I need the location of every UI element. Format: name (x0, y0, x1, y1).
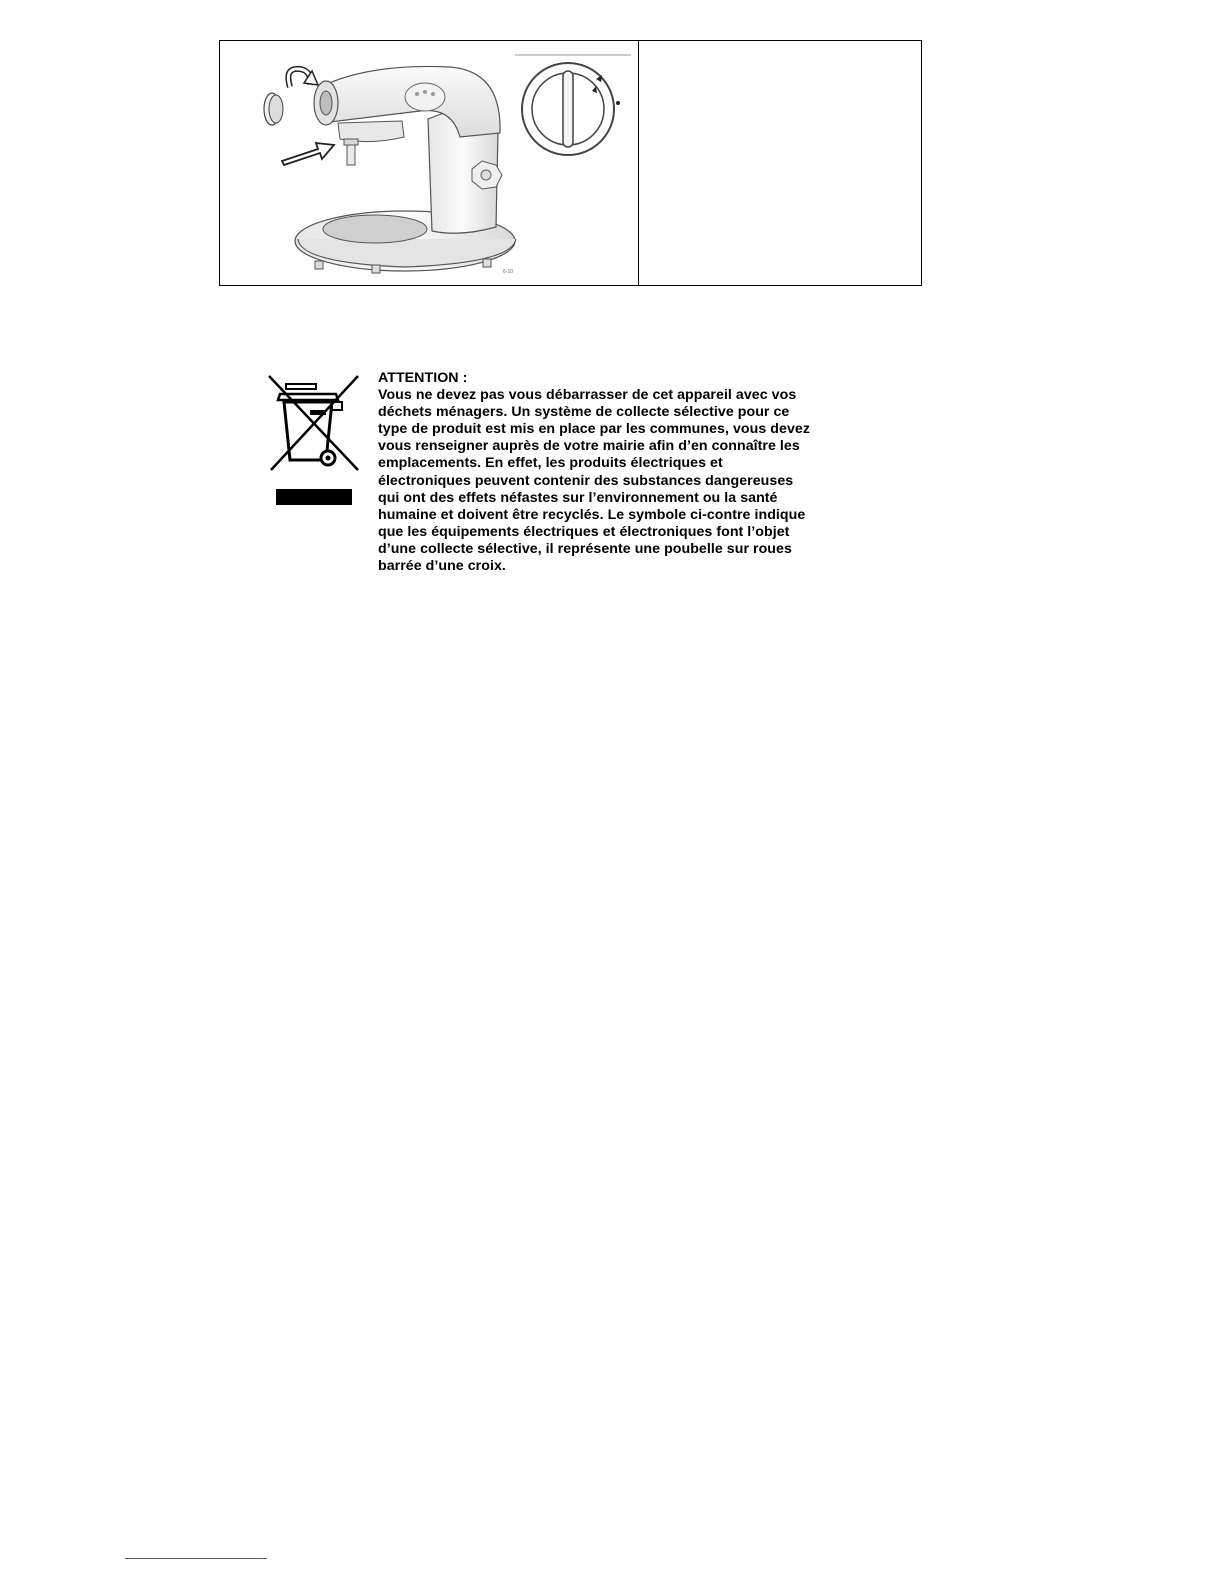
notice-line: d’une collecte sélective, il représente une poubelle sur roues (378, 540, 792, 557)
insert-arrow-icon (282, 143, 334, 165)
attachment-hub (338, 121, 404, 165)
notice-line: électroniques peuvent contenir des substances dangereuses (378, 472, 794, 489)
rotate-arrow-icon (288, 69, 318, 87)
notice-line: Vous ne devez pas vous débarrasser de cet appareil avec vos (378, 387, 797, 404)
small-mark: 6-10 (503, 269, 514, 275)
notice-line: déchets ménagers. Un système de collecte sélective pour ce (378, 404, 790, 421)
notice-line: type de produit est mis en place par les communes, vous devez (378, 421, 810, 438)
illustration-cell (220, 41, 639, 285)
crossed-out-wheelie-bin-icon (266, 372, 366, 512)
notice-line: qui ont des effets néfastes sur l’environnement ou la santé (378, 489, 778, 506)
notice-text (378, 370, 878, 575)
notice-line: emplacements. En effet, les produits électriques et (378, 455, 723, 472)
notice-line: que les équipements électriques et électroniques font l’objet (378, 523, 790, 540)
notice-line: barrée d’une croix. (378, 558, 506, 575)
speed-dial-illustration (515, 55, 631, 155)
notice-line: humaine et doivent être recyclés. Le symbole ci-contre indique (378, 506, 806, 523)
weee-notice (266, 370, 886, 580)
notice-line: vous renseigner auprès de votre mairie afin d’en connaître les (378, 438, 800, 455)
removed-cap (264, 93, 283, 125)
notice-title: ATTENTION : (378, 370, 468, 386)
footnote-separator (125, 1558, 267, 1559)
illustration-table (219, 40, 922, 286)
empty-cell (639, 41, 921, 285)
stand-mixer-illustration (220, 41, 639, 285)
